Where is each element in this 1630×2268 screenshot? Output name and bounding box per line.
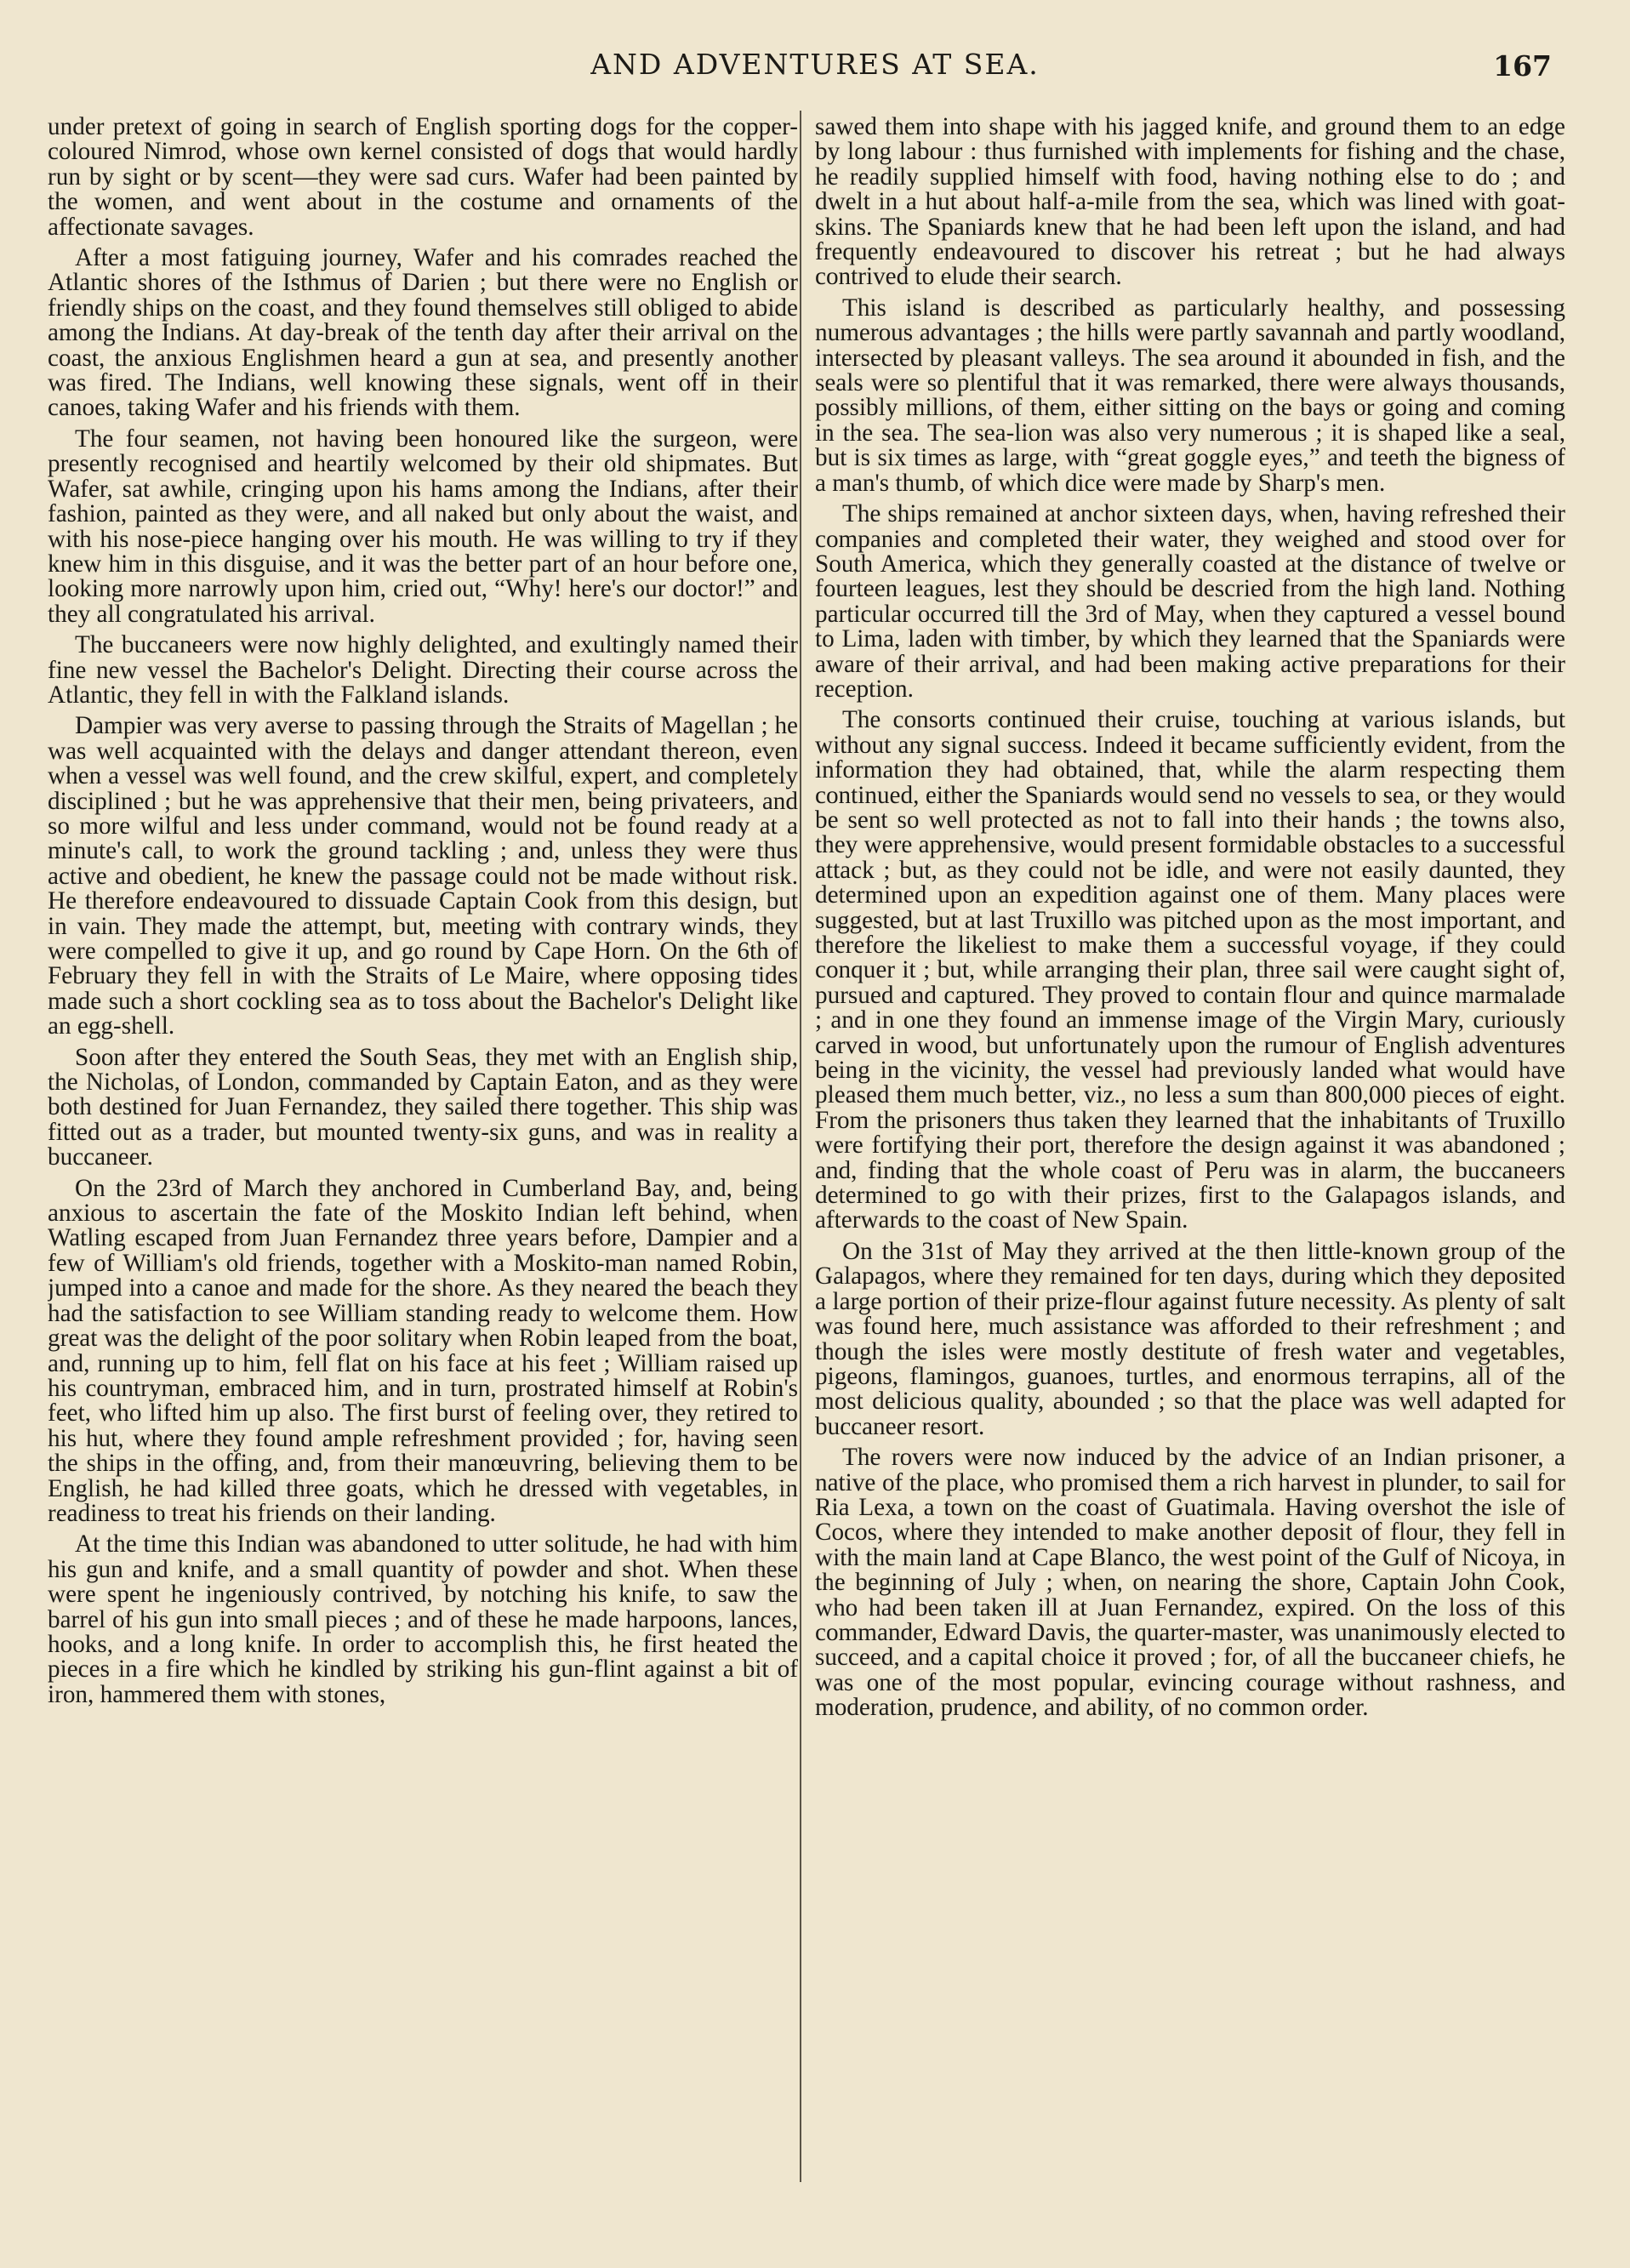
column-divider bbox=[800, 111, 801, 2182]
paragraph: under pretext of going in search of English sporting dogs for the copper-coloured Nimrod, whose own kernel consisted of dogs that would hardly run by sight or by scent—they were sad curs. Wafer had been painted by the women, and went about in the costume and ornaments of the affectionate savages. bbox=[48, 115, 798, 241]
paragraph: The ships remained at anchor sixteen days, when, having refreshed their companies and completed their water, they weighed and stood over for South America, which they generally coasted at the distance of twelve or fourteen leagues, lest they should be descried from the high land. Nothing particular occurred till the 3rd of May, when they captured a vessel bound to Lima, laden with timber, by which they learned that the Spaniards were aware of their arrival, and had been making active preparations for their reception. bbox=[815, 500, 1565, 703]
paragraph: The rovers were now induced by the advice of an Indian prisoner, a native of the place, who promised them a rich harvest in plunder, to sail for Ria Lexa, a town on the coast of Guatimala. Having overshot the isle of Cocos, where they intended to make another deposit of flour, they fell in with the main land at Cape Blanco, the west point of the Gulf of Nicoya, in the beginning of July ; when, on nearing the shore, Captain John Cook, who had been taken ill at Juan Fernandez, expired. On the loss of this commander, Edward Davis, the quarter-master, was unanimously elected to succeed, and a capital choice it proved ; for, of all the buccaneer chiefs, he was one of the most popular, evincing courage without rashness, and moderation, prudence, and ability, of no common order. bbox=[815, 1444, 1565, 1722]
paragraph: At the time this Indian was abandoned to utter solitude, he had with him his gun and knife, and a small quantity of powder and shot. When these were spent he ingeniously contrived, by notching his knife, to saw the barrel of his gun into small pieces ; and of these he made harpoons, lances, hooks, and a long knife. In order to accomplish this, he first heated the pieces in a fire which he kindled by striking his gun-flint against a bit of iron, hammered them with stones, bbox=[48, 1530, 798, 1708]
page-number: 167 bbox=[1493, 49, 1552, 83]
right-column bbox=[815, 115, 1565, 2191]
paragraph: On the 23rd of March they anchored in Cumberland Bay, and, being anxious to ascertain the fate of the Moskito Indian left behind, when Watling escaped from Juan Fernandez three years before, Dampier and a few of William's old friends, together with a Moskito-man named Robin, jumped into a canoe and made for the shore. As they neared the beach they had the satisfaction to see William standing ready to welcome them. How great was the delight of the poor solitary when Robin leaped from the boat, and, running up to him, fell flat on his face at his feet ; William raised up his countryman, embraced him, and in turn, prostrated himself at Robin's feet, who lifted him up also. The first burst of feeling over, they retired to his hut, where they found ample refreshment provided ; for, having seen the ships in the offing, and, from their manœuvring, believing them to be English, he had killed three goats, which he dressed with vegetables, in readiness to treat his friends on their landing. bbox=[48, 1174, 798, 1527]
paragraph: The buccaneers were now highly delighted, and exultingly named their fine new vessel the Bachelor's Delight. Directing their course across the Atlantic, they fell in with the Falkland islands. bbox=[48, 631, 798, 709]
running-head bbox=[0, 48, 1630, 99]
paragraph: This island is described as particularly healthy, and possessing numerous advantages ; the hills were partly savannah and partly woodland, intersected by pleasant valleys. The sea around it abounded in fish, and the seals were so plentiful that it was remarked, there were always thousands, possibly millions, of them, either sitting on the bays or going and coming in the sea. The sea-lion was also very numerous ; it is shaped like a seal, but is six times as large, with “great goggle eyes,” and teeth the bigness of a man's thumb, of which dice were made by Sharp's men. bbox=[815, 293, 1565, 497]
running-title: AND ADVENTURES AT SEA. bbox=[590, 48, 1040, 81]
paragraph: Soon after they entered the South Seas, they met with an English ship, the Nicholas, of London, commanded by Captain Eaton, and as they were both destined for Juan Fernandez, they sailed there together. This ship was fitted out as a trader, but mounted twenty-six guns, and was in reality a buccaneer. bbox=[48, 1043, 798, 1171]
left-column bbox=[48, 115, 798, 2191]
paragraph: The four seamen, not having been honoured like the surgeon, were presently recognised and heartily welcomed by their old shipmates. But Wafer, sat awhile, cringing upon his hams among the Indians, after their fashion, painted as they were, and all naked but only about the waist, and with his nose-piece hanging over his mouth. He was willing to try if they knew him in this disguise, and it was the better part of an hour before one, looking more narrowly upon him, cried out, “Why! here's our doctor!” and they all congratulated his arrival. bbox=[48, 425, 798, 628]
paragraph: Dampier was very averse to passing through the Straits of Magellan ; he was well acquainted with the delays and danger attendant thereon, even when a vessel was well found, and the crew skilful, expert, and completely disciplined ; but he was apprehensive that their men, being privateers, and so more wilful and less under command, would not be found ready at a minute's call, to work the ground tackling ; and, unless they were thus active and obedient, he knew the passage could not be made without risk. He therefore endeavoured to dissuade Captain Cook from this design, but in vain. They made the attempt, but, meeting with contrary winds, they were compelled to give it up, and go round by Cape Horn. On the 6th of February they fell in with the Straits of Le Maire, where opposing tides made such a short cockling sea as to toss about the Bachelor's Delight like an egg-shell. bbox=[48, 712, 798, 1040]
paragraph: After a most fatiguing journey, Wafer and his comrades reached the Atlantic shores of the Isthmus of Darien ; but there were no English or friendly ships on the coast, and they found themselves still obliged to abide among the Indians. At day-break of the tenth day after their arrival on the coast, the anxious Englishmen heard a gun at sea, and presently another was fired. The Indians, well knowing these signals, went off in their canoes, taking Wafer and his friends with them. bbox=[48, 244, 798, 422]
paragraph: The consorts continued their cruise, touching at various islands, but without any signal success. Indeed it became sufficiently evident, from the information they had obtained, that, while the alarm respecting them continued, either the Spaniards would send no vessels to sea, or they would be sent so well protected as not to fall into their hands ; the towns also, they were apprehensive, would present formidable obstacles to a successful attack ; but, as they could not be idle, and were not easily daunted, they determined upon an expedition against one of them. Many places were suggested, but at last Truxillo was pitched upon as the most important, and therefore the likeliest to make them a successful voyage, if they could conquer it ; but, while arranging their plan, three sail were caught sight of, pursued and captured. They proved to contain flour and quince marmalade ; and in one they found an immense image of the Virgin Mary, curiously carved in wood, but unfortunately upon the rumour of English adventures being in the vicinity, the vessel had previously landed what would have pleased them much better, viz., no less a sum than 800,000 pieces of eight. From the prisoners thus taken they learned that the inhabitants of Truxillo were fortifying their port, therefore the design against it was abandoned ; and, finding that the whole coast of Peru was in alarm, the buccaneers determined to go with their prizes, first to the Galapagos islands, and afterwards to the coast of New Spain. bbox=[815, 706, 1565, 1234]
paragraph: sawed them into shape with his jagged knife, and ground them to an edge by long labour : thus furnished with implements for fishing and the chase, he readily supplied himself with food, having nothing else to do ; and dwelt in a hut about half-a-mile from the sea, which was lined with goat-skins. The Spaniards knew that he had been left upon the island, and had frequently endeavoured to discover his retreat ; but he had always contrived to elude their search. bbox=[815, 115, 1565, 291]
paragraph: On the 31st of May they arrived at the then little-known group of the Galapagos, where they remained for ten days, during which they deposited a large portion of their prize-flour against future necessity. As plenty of salt was found here, much assistance was afforded to their refreshment ; and though the isles were mostly destitute of fresh water and vegetables, pigeons, flamingos, guanoes, turtles, and enormous terrapins, all of the most delicious quality, abounded ; so that the place was well adapted for buccaneer resort. bbox=[815, 1237, 1565, 1440]
